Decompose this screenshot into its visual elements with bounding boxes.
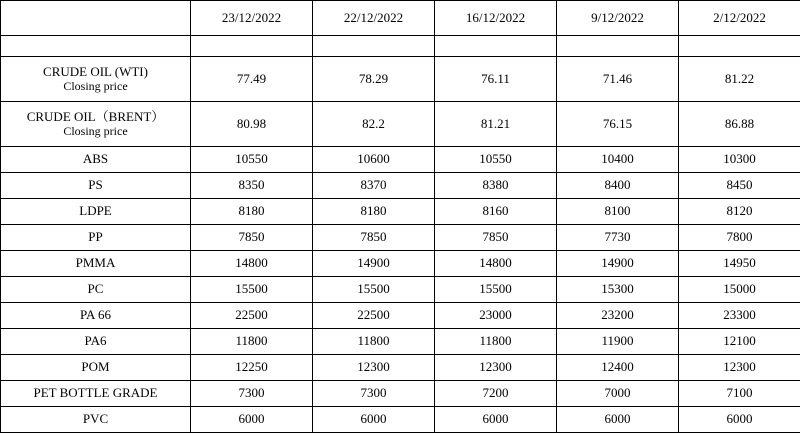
price-cell: 7000 <box>557 381 679 407</box>
row-label-cell <box>1 381 191 407</box>
row-label-cell <box>1 277 191 303</box>
table-row <box>1 381 800 407</box>
table-header-row <box>1 1 800 36</box>
price-cell: 14900 <box>557 251 679 277</box>
row-label: CRUDE OIL（BRENT） <box>1 110 190 125</box>
table-row <box>1 57 800 102</box>
table-row <box>1 251 800 277</box>
column-header-date: 22/12/2022 <box>313 1 435 36</box>
price-cell: 76.11 <box>435 57 557 102</box>
price-cell: 12300 <box>679 355 800 381</box>
row-label-cell <box>1 102 191 147</box>
row-label-cell <box>1 225 191 251</box>
spacer-cell <box>1 36 191 57</box>
table-row <box>1 329 800 355</box>
table-corner-cell <box>1 1 191 36</box>
row-sublabel: Closing price <box>1 80 190 94</box>
price-cell: 10550 <box>191 147 313 173</box>
price-cell: 14900 <box>313 251 435 277</box>
price-cell: 11800 <box>191 329 313 355</box>
row-label: PS <box>1 178 190 193</box>
price-cell: 8450 <box>679 173 800 199</box>
price-cell: 14800 <box>435 251 557 277</box>
table-row <box>1 277 800 303</box>
price-cell: 23000 <box>435 303 557 329</box>
price-cell: 8350 <box>191 173 313 199</box>
column-header-date: 16/12/2022 <box>435 1 557 36</box>
row-label: PVC <box>1 412 190 427</box>
price-cell: 12400 <box>557 355 679 381</box>
table-row <box>1 225 800 251</box>
price-cell: 80.98 <box>191 102 313 147</box>
price-cell: 8120 <box>679 199 800 225</box>
price-cell: 8180 <box>313 199 435 225</box>
price-cell: 81.22 <box>679 57 800 102</box>
table-row <box>1 173 800 199</box>
row-label-cell <box>1 303 191 329</box>
price-cell: 12250 <box>191 355 313 381</box>
row-label-cell <box>1 173 191 199</box>
price-cell: 8160 <box>435 199 557 225</box>
price-cell: 86.88 <box>679 102 800 147</box>
price-cell: 14800 <box>191 251 313 277</box>
price-cell: 11800 <box>435 329 557 355</box>
price-cell: 7300 <box>313 381 435 407</box>
row-label: PET BOTTLE GRADE <box>1 386 190 401</box>
price-cell: 15000 <box>679 277 800 303</box>
row-label: PMMA <box>1 256 190 271</box>
spacer-cell <box>313 36 435 57</box>
row-label: PP <box>1 230 190 245</box>
spacer-cell <box>435 36 557 57</box>
row-label-cell <box>1 329 191 355</box>
price-cell: 71.46 <box>557 57 679 102</box>
table-row <box>1 355 800 381</box>
table-row <box>1 147 800 173</box>
price-cell: 8400 <box>557 173 679 199</box>
price-cell: 10550 <box>435 147 557 173</box>
price-cell: 6000 <box>191 407 313 433</box>
price-cell: 22500 <box>313 303 435 329</box>
spacer-cell <box>191 36 313 57</box>
price-cell: 7850 <box>313 225 435 251</box>
price-cell: 10600 <box>313 147 435 173</box>
price-cell: 7300 <box>191 381 313 407</box>
table-row <box>1 303 800 329</box>
price-cell: 10300 <box>679 147 800 173</box>
price-cell: 11900 <box>557 329 679 355</box>
table-row <box>1 199 800 225</box>
price-cell: 78.29 <box>313 57 435 102</box>
price-cell: 7850 <box>191 225 313 251</box>
row-label-cell <box>1 57 191 102</box>
column-header-date: 9/12/2022 <box>557 1 679 36</box>
row-label: PA6 <box>1 334 190 349</box>
price-cell: 14950 <box>679 251 800 277</box>
price-cell: 15500 <box>313 277 435 303</box>
row-label: PC <box>1 282 190 297</box>
price-cell: 15500 <box>191 277 313 303</box>
price-cell: 23200 <box>557 303 679 329</box>
price-cell: 11800 <box>313 329 435 355</box>
row-label: LDPE <box>1 204 190 219</box>
row-sublabel: Closing price <box>1 125 190 139</box>
price-cell: 7850 <box>435 225 557 251</box>
price-cell: 7800 <box>679 225 800 251</box>
price-cell: 12300 <box>313 355 435 381</box>
table-body <box>1 1 800 433</box>
price-cell: 10400 <box>557 147 679 173</box>
price-cell: 8180 <box>191 199 313 225</box>
table-spacer-row <box>1 36 800 57</box>
price-cell: 8380 <box>435 173 557 199</box>
row-label: POM <box>1 360 190 375</box>
column-header-date: 2/12/2022 <box>679 1 800 36</box>
row-label: PA 66 <box>1 308 190 323</box>
price-cell: 15300 <box>557 277 679 303</box>
spacer-cell <box>557 36 679 57</box>
row-label-cell <box>1 147 191 173</box>
row-label-cell <box>1 251 191 277</box>
price-cell: 7100 <box>679 381 800 407</box>
price-cell: 81.21 <box>435 102 557 147</box>
row-label-cell <box>1 355 191 381</box>
price-cell: 76.15 <box>557 102 679 147</box>
price-cell: 22500 <box>191 303 313 329</box>
price-cell: 7730 <box>557 225 679 251</box>
row-label: CRUDE OIL (WTI) <box>1 65 190 80</box>
price-cell: 6000 <box>435 407 557 433</box>
price-cell: 15500 <box>435 277 557 303</box>
spacer-cell <box>679 36 800 57</box>
price-cell: 8100 <box>557 199 679 225</box>
price-cell: 6000 <box>557 407 679 433</box>
row-label-cell <box>1 199 191 225</box>
price-cell: 12300 <box>435 355 557 381</box>
row-label: ABS <box>1 152 190 167</box>
price-cell: 82.2 <box>313 102 435 147</box>
price-cell: 12100 <box>679 329 800 355</box>
price-cell: 8370 <box>313 173 435 199</box>
price-cell: 6000 <box>679 407 800 433</box>
price-cell: 6000 <box>313 407 435 433</box>
price-cell: 23300 <box>679 303 800 329</box>
column-header-date: 23/12/2022 <box>191 1 313 36</box>
price-cell: 77.49 <box>191 57 313 102</box>
table-row <box>1 102 800 147</box>
price-cell: 7200 <box>435 381 557 407</box>
